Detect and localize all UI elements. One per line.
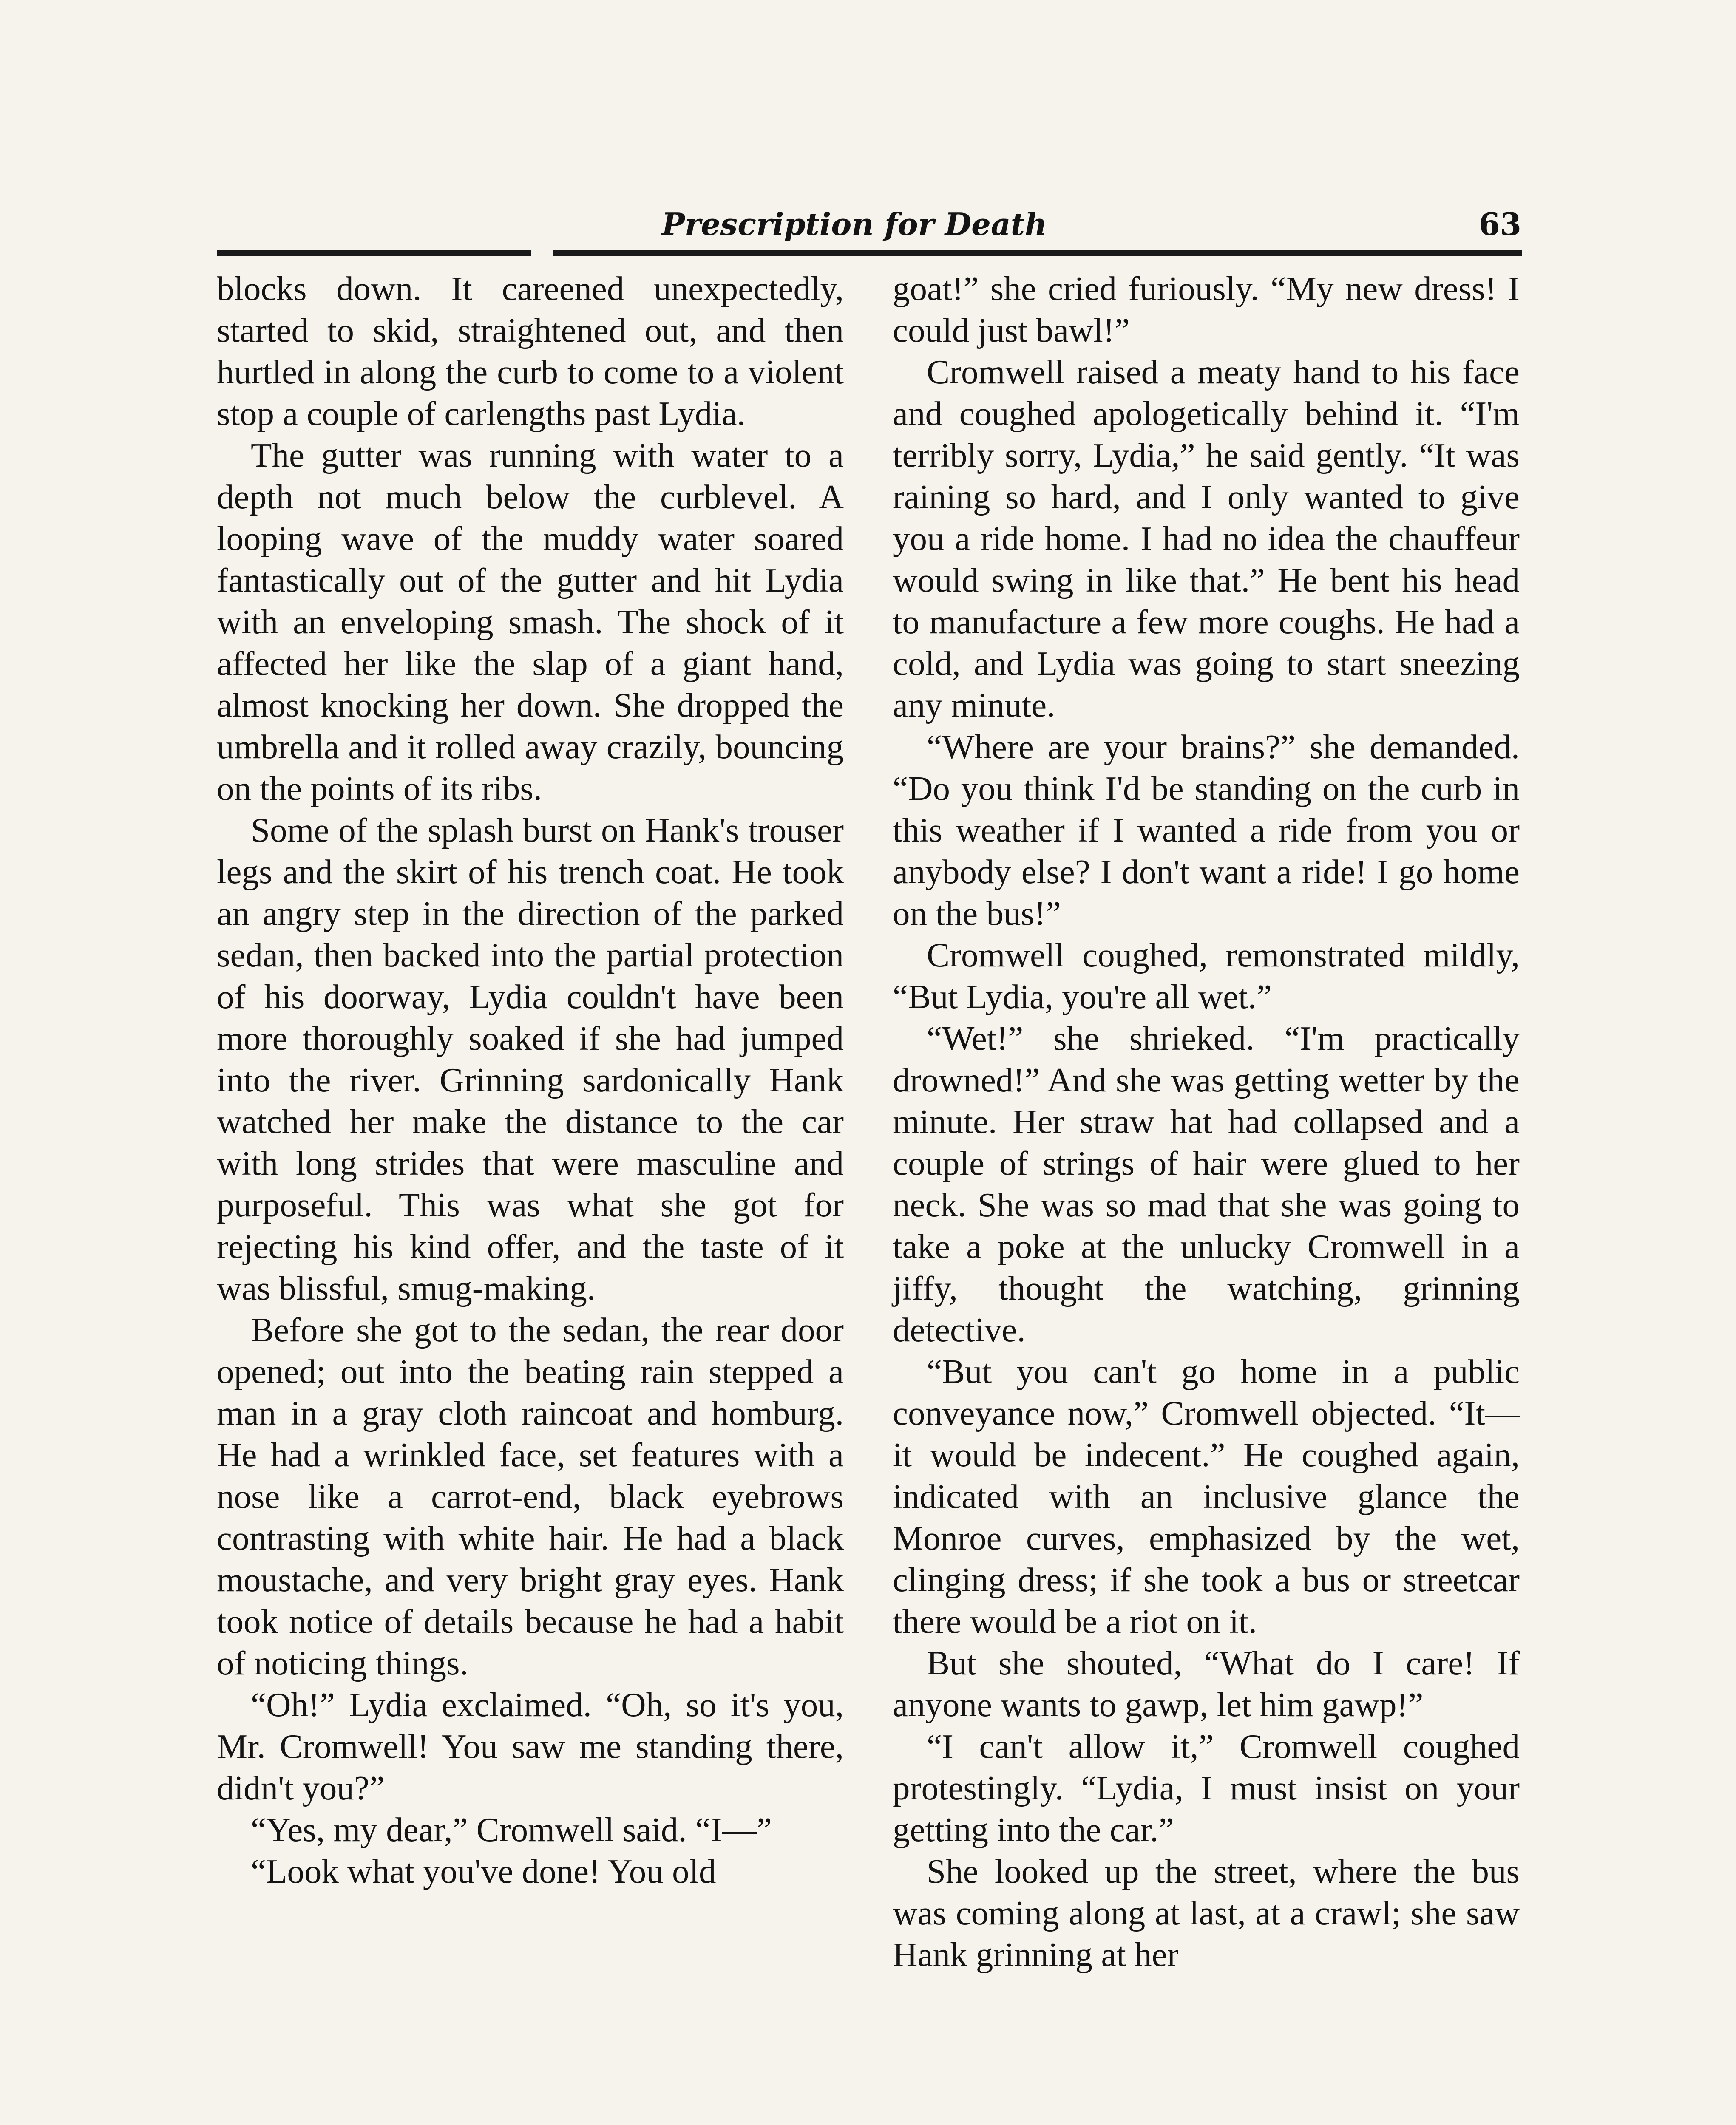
paragraph: “Where are your brains?” she demanded. “Do you think I'd be standing on the curb in this weather if I wanted a ride from you or anybody else? I don't want a ride! I go home on the bus!” — [893, 728, 1520, 932]
paragraph: “Yes, my dear,” Cromwell said. “I—” — [251, 1810, 772, 1849]
page-number: 63 — [1478, 206, 1521, 242]
text-column-left — [217, 268, 844, 1892]
text-column-right — [893, 268, 1520, 1975]
paragraph: Cromwell raised a meaty hand to his face and coughed apologetically behind it. “I'm terribly sorry, Lydia,” he said gently. “It was raining so hard, and I only wanted to give you a ride home. I had no idea the chauffeur would swing in like that.” He bent his head to manufacture a few more coughs. He had a cold, and Lydia was going to start sneezing any minute. — [893, 353, 1520, 724]
paragraph: But she shouted, “What do I care! If anyone wants to gawp, let him gawp!” — [893, 1644, 1520, 1724]
paragraph: She looked up the street, where the bus was coming along at last, at a crawl; she saw Hank grinning at her — [893, 1852, 1520, 1974]
paragraph: Before she got to the sedan, the rear door opened; out into the beating rain stepped a man in a gray cloth raincoat and homburg. He had a wrinkled face, set features with a nose like a carrot-end, black eyebrows contrasting with white hair. He had a black moustache, and very bright gray eyes. Hank took notice of details because he had a habit of noticing things. — [217, 1311, 844, 1682]
header-rule-right — [553, 250, 1522, 256]
paragraph: Cromwell coughed, remonstrated mildly, “But Lydia, you're all wet.” — [893, 936, 1520, 1016]
paragraph: “But you can't go home in a public conveyance now,” Cromwell objected. “It—it would be indecent.” He coughed again, indicated with an inclusive glance the Monroe curves, emphasized by the wet, clinging dress; if she took a bus or streetcar there would be a riot on it. — [893, 1352, 1520, 1640]
paragraph: “I can't allow it,” Cromwell coughed protestingly. “Lydia, I must insist on your getting into the car.” — [893, 1727, 1520, 1849]
paragraph: Some of the splash burst on Hank's trouser legs and the skirt of his trench coat. He took an angry step in the direction of the parked sedan, then backed into the partial protection of his doorway, Lydia couldn't have been more thoroughly soaked if she had jumped into the river. Grinning sardonically Hank watched her make the distance to the car with long strides that were masculine and purposeful. This was what she got for rejecting his kind offer, and the taste of it was blissful, smug-making. — [217, 811, 844, 1307]
paragraph: blocks down. It careened unexpectedly, started to skid, straightened out, and then hurtled in along the curb to come to a violent stop a couple of carlengths past Lydia. — [217, 269, 844, 433]
paragraph: goat!” she cried furiously. “My new dress! I could just bawl!” — [893, 269, 1520, 349]
page-header — [0, 0, 1736, 264]
paragraph: “Oh!” Lydia exclaimed. “Oh, so it's you, Mr. Cromwell! You saw me standing there, didn't you?” — [217, 1686, 844, 1807]
paragraph: “Look what you've done! You old — [251, 1852, 716, 1890]
running-title: Prescription for Death — [661, 206, 1047, 242]
paragraph: “Wet!” she shrieked. “I'm practically drowned!” And she was getting wetter by the minute. Her straw hat had collapsed and a couple of strings of hair were glued to her neck. She was so mad that she was going to take a poke at the unlucky Cromwell in a jiffy, thought the watching, grinning detective. — [893, 1019, 1520, 1349]
header-rule-left — [217, 250, 531, 256]
paragraph: The gutter was running with water to a depth not much below the curblevel. A looping wave of the muddy water soared fantastically out of the gutter and hit Lydia with an enveloping smash. The shock of it affected her like the slap of a giant hand, almost knocking her down. She dropped the umbrella and it rolled away crazily, bouncing on the points of its ribs. — [217, 436, 844, 808]
